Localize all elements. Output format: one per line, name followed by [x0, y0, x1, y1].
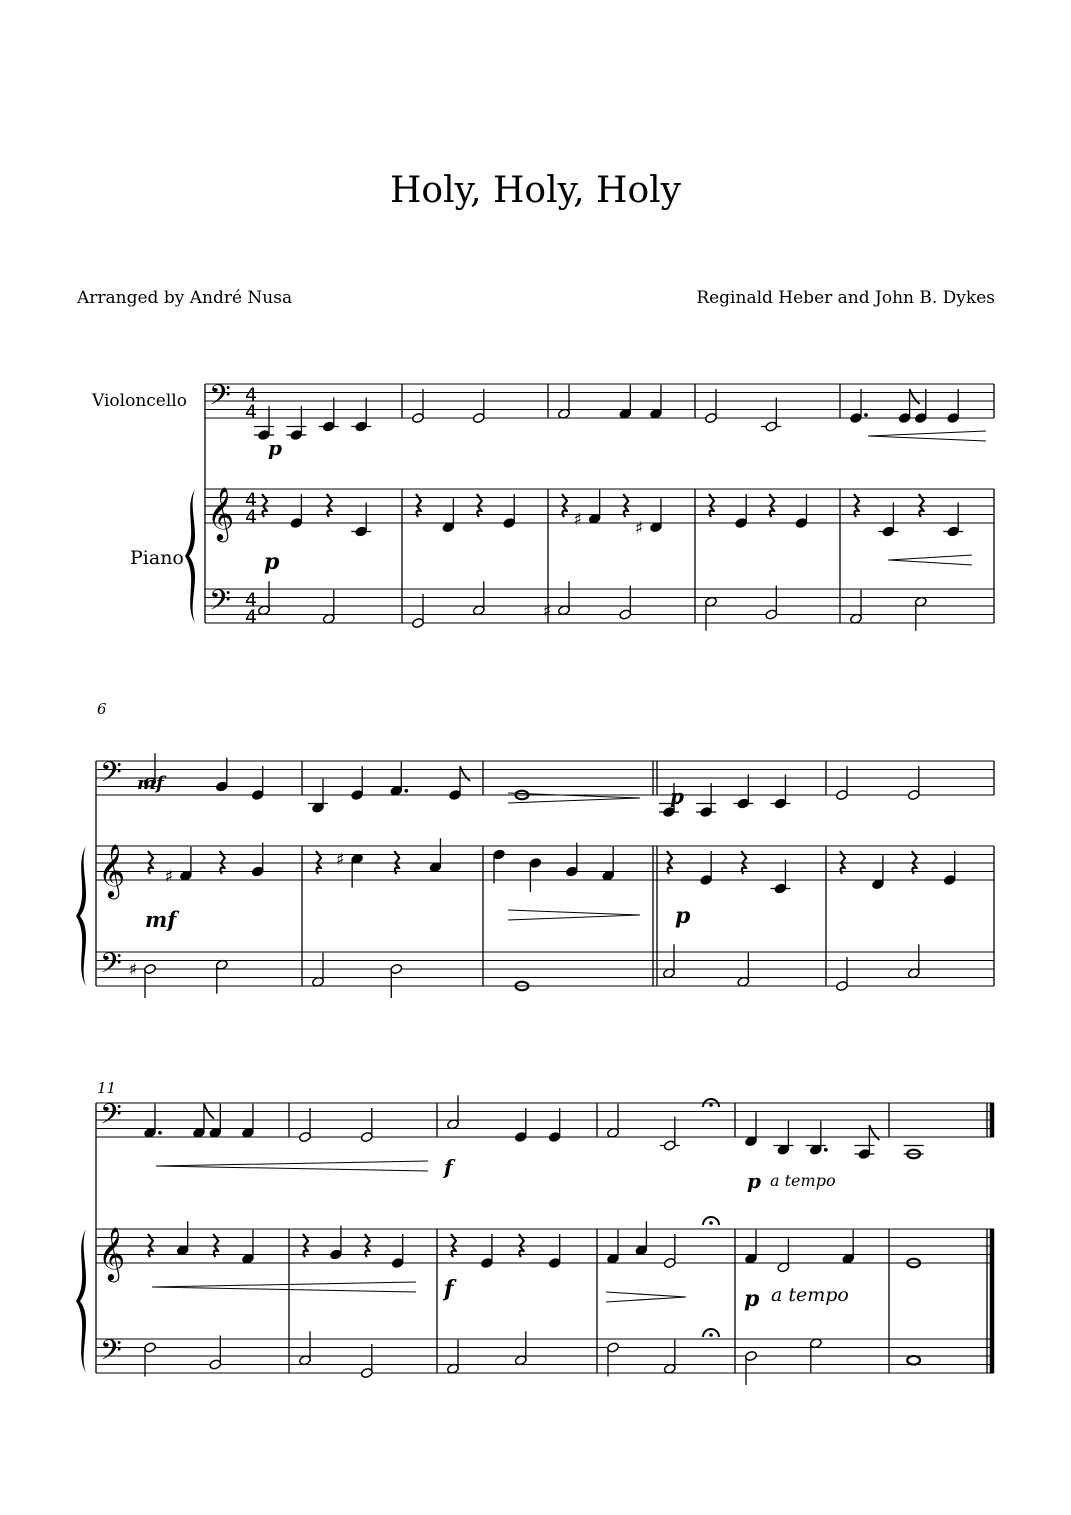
dot-icon: [824, 1148, 828, 1152]
crescendo-hairpin: [152, 1282, 416, 1292]
fermata-dot-icon: [709, 1221, 713, 1225]
sharp-icon: ♯: [336, 849, 345, 870]
dynamic-p: p: [268, 436, 282, 460]
treble-clef-icon: 𝄞: [207, 486, 235, 540]
decrescendo-hairpin: [606, 1292, 686, 1302]
arranger-credit: Arranged by André Nusa: [77, 288, 293, 308]
eighth-flag-icon: [910, 389, 920, 404]
sharp-icon: ♯: [542, 601, 552, 622]
instrument-label-piano: Piano: [130, 547, 184, 569]
measure-number: 6: [97, 700, 107, 718]
time-signature-numerator: 4: [244, 589, 258, 611]
dot-icon: [864, 413, 868, 417]
instrument-label-violoncello: Violoncello: [92, 391, 187, 411]
dynamic-f: f: [444, 1276, 454, 1302]
dynamic-f: f: [444, 1155, 453, 1179]
sharp-icon: ♯: [634, 518, 644, 539]
bass-clef-icon: 𝄢: [100, 1334, 122, 1374]
bass-clef-icon: 𝄢: [100, 947, 122, 987]
sharp-icon: ♯: [128, 960, 138, 980]
time-signature-numerator: 4: [244, 384, 258, 406]
piano-brace-icon: [76, 846, 86, 986]
crescendo-hairpin: [868, 431, 986, 441]
bass-clef-icon: 𝄢: [209, 379, 231, 419]
bass-clef-icon: 𝄢: [100, 1098, 122, 1138]
eighth-flag-icon: [460, 766, 470, 781]
expression-a-tempo: a tempo: [770, 1171, 836, 1190]
time-signature-denominator: 4: [244, 506, 258, 528]
dynamic-p: p: [675, 903, 691, 929]
time-signature-denominator: 4: [244, 401, 258, 423]
composer-credit: Reginald Heber and John B. Dykes: [696, 288, 995, 308]
bass-clef-icon: 𝄢: [100, 756, 122, 796]
note-head: [907, 1356, 920, 1365]
dynamic-mf: mf: [145, 907, 177, 932]
piano-brace-icon: [185, 489, 195, 623]
sharp-icon: ♯: [164, 866, 174, 887]
bass-clef-icon: 𝄢: [209, 584, 231, 624]
time-signature-numerator: 4: [244, 489, 258, 511]
fermata-dot-icon: [709, 1333, 713, 1337]
dynamic-p: p: [747, 1169, 761, 1193]
dynamic-mf: mf: [137, 773, 164, 794]
crescendo-hairpin: [156, 1161, 428, 1171]
time-signature-denominator: 4: [244, 606, 258, 628]
fermata-dot-icon: [709, 1103, 713, 1107]
dot-icon: [158, 1131, 162, 1135]
dynamic-p: p: [264, 549, 280, 575]
eighth-flag-icon: [869, 1125, 879, 1140]
dynamic-p: p: [744, 1286, 760, 1312]
measure-number: 11: [97, 1079, 117, 1097]
treble-clef-icon: 𝄞: [98, 843, 126, 897]
crescendo-hairpin: [888, 555, 972, 565]
dynamic-p: p: [670, 784, 684, 808]
dot-icon: [404, 789, 408, 793]
treble-clef-icon: 𝄞: [98, 1226, 126, 1280]
piano-brace-icon: [76, 1229, 86, 1373]
sharp-icon: ♯: [573, 509, 582, 530]
score-title: Holy, Holy, Holy: [390, 170, 681, 211]
decrescendo-hairpin: [508, 910, 640, 920]
expression-a-tempo: a tempo: [771, 1284, 849, 1306]
